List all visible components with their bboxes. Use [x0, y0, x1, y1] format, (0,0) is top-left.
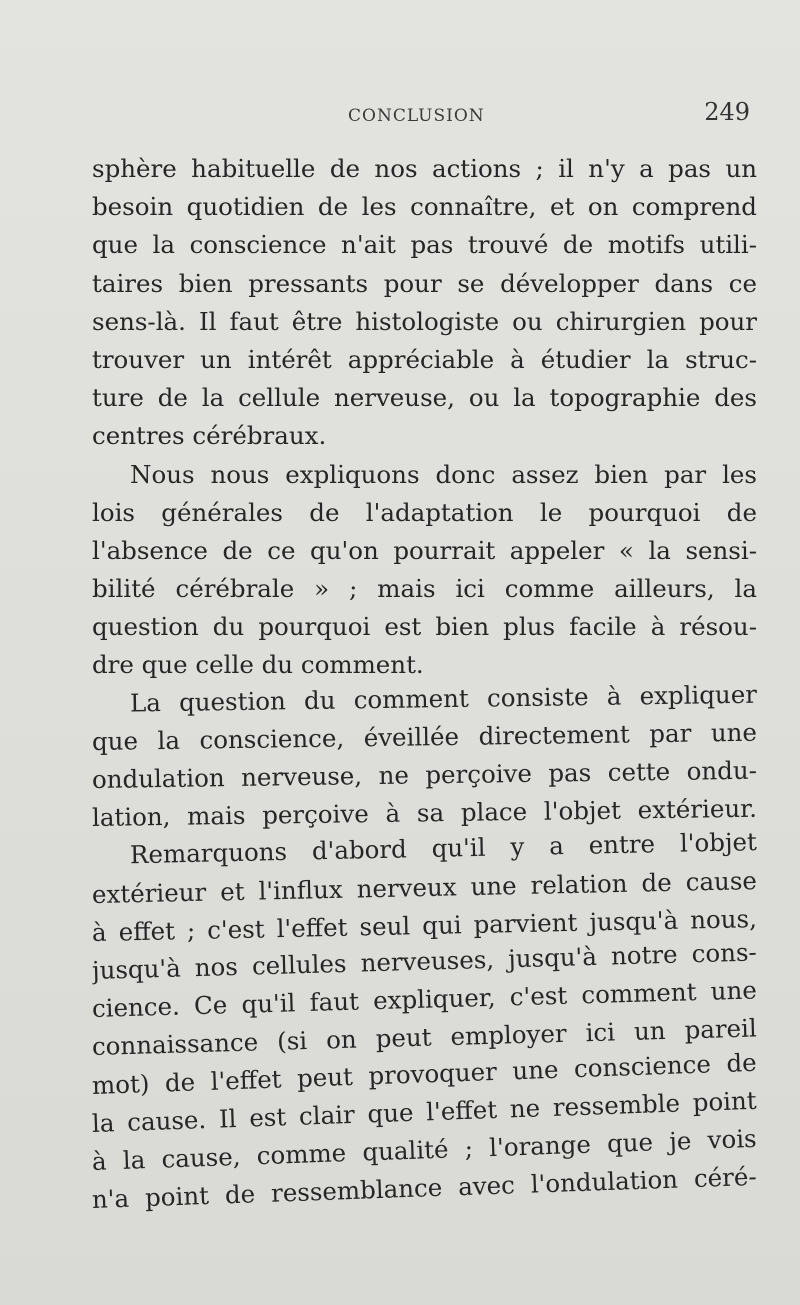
text-line: n'a point de ressemblance avec l'ondulation céré- — [91, 1161, 758, 1215]
text-line: extérieur et l'influx nerveux une relation de cause — [91, 865, 758, 909]
paragraph-start-line: Nous nous expliquons donc assez bien par les — [130, 459, 757, 489]
text-line: ondulation nerveuse, ne perçoive pas cette ondu- — [91, 755, 758, 794]
text-line: dre que celle du comment. — [92, 650, 424, 680]
running-head — [90, 98, 750, 138]
text-line: question du pourquoi est bien plus facile à résou- — [92, 612, 757, 642]
text-line: que la conscience, éveillée directement par une — [91, 717, 758, 756]
text-line: à la cause, comme qualité ; l'orange que je vois — [91, 1123, 758, 1176]
text-line: sens-là. Il faut être histologiste ou chirurgien pour — [92, 306, 757, 336]
text-line: connaissance (si on peut employer ici un pareil — [91, 1013, 758, 1062]
text-line: ture de la cellule nerveuse, ou la topographie des — [92, 383, 757, 413]
paragraph-start-line: Remarquons d'abord qu'il y a entre l'objet — [129, 827, 758, 870]
text-line: lois générales de l'adaptation le pourquoi de — [92, 497, 757, 527]
text-line: que la conscience n'ait pas trouvé de motifs utili- — [92, 230, 757, 260]
running-title: CONCLUSION — [348, 106, 485, 126]
page-number: 249 — [704, 98, 750, 126]
text-line: la cause. Il est clair que l'effet ne ressemble point — [91, 1085, 758, 1138]
text-line: sphère habituelle de nos actions ; il n'y a pas un — [92, 154, 757, 183]
text-line: à effet ; c'est l'effet seul qui parvient jusqu'à nous, — [91, 903, 758, 947]
text-line: mot) de l'effet peut provoquer une conscience de — [91, 1047, 758, 1100]
text-line: taires bien pressants pour se développer dans ce — [92, 268, 757, 298]
text-line: cience. Ce qu'il faut expliquer, c'est comment une — [91, 975, 758, 1024]
text-line: trouver un intérêt appréciable à étudier la struc- — [92, 344, 757, 374]
body-text — [92, 150, 757, 1219]
text-line: centres cérébraux. — [92, 421, 327, 451]
text-line: bilité cérébrale » ; mais ici comme ailleurs, la — [92, 574, 757, 604]
text-line: besoin quotidien de les connaître, et on comprend — [92, 192, 757, 222]
text-line: lation, mais perçoive à sa place l'objet extérieur. — [91, 793, 758, 833]
paragraph-start-line: La question du comment consiste à expliquer — [129, 679, 758, 718]
text-line: l'absence de ce qu'on pourrait appeler « la sensi- — [92, 535, 757, 565]
text-line: jusqu'à nos cellules nerveuses, jusqu'à notre cons- — [91, 937, 758, 985]
